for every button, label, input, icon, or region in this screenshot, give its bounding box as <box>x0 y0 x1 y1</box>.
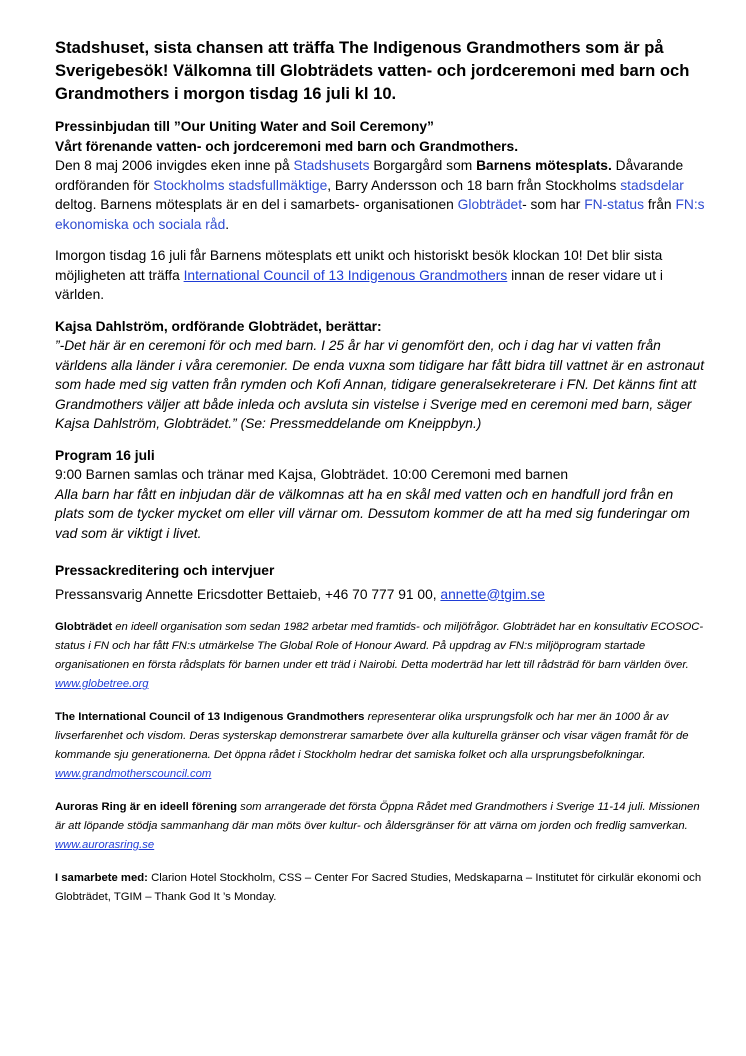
text: deltog. Barnens mötesplats är en del i samarbets- organisationen <box>55 197 458 212</box>
stadsfullmaktige-link[interactable]: Stockholms stadsfullmäktige <box>153 177 328 193</box>
aurorasring-link[interactable]: www.aurorasring.se <box>55 839 155 851</box>
auroras-name: Auroras Ring är en ideell förening <box>55 801 238 813</box>
text: , Barry Andersson och 18 barn från Stockholms <box>327 177 621 193</box>
stadsdelar-link[interactable]: stadsdelar <box>620 177 684 193</box>
program-section <box>55 446 705 544</box>
text: - som har <box>522 197 585 212</box>
about-auroras <box>55 798 705 855</box>
invite-section <box>55 117 705 234</box>
quote-section <box>55 317 705 434</box>
text: Dåvarande ordföranden för <box>55 158 684 193</box>
invite-title: Pressinbjudan till ”Our Uniting Water and Soil Ceremony” <box>55 119 434 134</box>
partners <box>55 869 705 907</box>
grandmotherscouncil-link[interactable]: www.grandmotherscouncil.com <box>55 768 212 780</box>
invite-subtitle: Vårt förenande vatten- och jordceremoni med barn och Grandmothers. <box>55 138 519 154</box>
council-name: The International Council of 13 Indigenous Grandmothers <box>55 711 365 723</box>
press-release-page <box>55 36 705 907</box>
fn-status-link[interactable]: FN-status <box>584 197 644 212</box>
text: innan de reser vidare ut i världen. <box>55 267 663 302</box>
partners-text: Clarion Hotel Stockholm, CSS – Center For Sacred Studies, Medskaparna – Institutet för cirkulär ekonomi och Globträdet, TGIM – Thank God It ’s Monday. <box>55 872 702 903</box>
globtradet-text: en ideell organisation som sedan 1982 arbetar med framtids- och miljöfrågor. Globträdet har en konsultativ ECOSOC-status i FN och har fått FN:s utmärkelse The Global Role of Honour Award. På uppdrag av FN:s miljöprogram startade organisationen en första rådsplats för barnen under ett träd i Nairobi. Detta moderträd har lett till rådsträd för barn världen över. <box>55 621 704 671</box>
about-council <box>55 708 705 784</box>
council-link[interactable]: International Council of 13 Indigenous Grandmothers <box>183 267 508 283</box>
press-contact <box>55 585 705 605</box>
text: från <box>643 197 676 212</box>
barnens-motesplats-text: Barnens mötesplats. <box>476 158 612 173</box>
text: Borgargård som <box>369 158 477 173</box>
tomorrow-paragraph <box>55 246 705 305</box>
council-text: representerar olika ursprungsfolk och har mer än 1000 år av livserfarenhet och visdom. Deras systerskap demonstrerar samarbete över alla kulturella gränser och visar vägen framåt för de kommande sju generationerna. Det öppna rådet i Stockholm hedrar det samiska folket och alla ursprungsbefolkningar. <box>55 711 689 761</box>
globetree-link[interactable]: www.globetree.org <box>55 678 149 690</box>
stadshusets-link[interactable]: Stadshusets <box>293 158 370 173</box>
globtradet-name: Globträdet <box>55 621 113 633</box>
text: Imorgon tisdag 16 juli får Barnens mötesplats ett unikt och historiskt besök klockan 10! Det blir sista möjligheten att träffa <box>55 248 663 283</box>
press-heading: Pressackreditering och intervjuer <box>55 563 275 578</box>
globtradet-link[interactable]: Globträdet <box>457 197 523 212</box>
about-globtradet <box>55 618 705 694</box>
text: Den 8 maj 2006 invigdes eken inne på <box>55 158 294 173</box>
program-schedule: 9:00 Barnen samlas och tränar med Kajsa, Globträdet. 10:00 Ceremoni med barnen <box>55 467 569 482</box>
partners-label: I samarbete med: <box>55 872 148 884</box>
program-heading: Program 16 juli <box>55 447 155 463</box>
auroras-text: som arrangerade det första Öppna Rådet med Grandmothers i Sverige 11-14 juli. Missionen är att löpande stödja sammanhang där man möts över kultur- och åldersgränser för att värna om jorden och fredlig samverkan. <box>55 801 700 832</box>
press-section <box>55 561 705 604</box>
email-link[interactable]: annette@tgim.se <box>440 586 545 602</box>
contact-text: Pressansvarig Annette Ericsdotter Bettaieb, +46 70 777 91 00, <box>55 586 441 602</box>
headline: Stadshuset, sista chansen att träffa The Indigenous Grandmothers som är på Sverigebesök! Välkomna till Globträdets vatten- och jordceremoni med barn och Grandmothers i morgon tisdag 16 juli kl 10. <box>55 38 690 103</box>
text: . <box>225 216 230 232</box>
quote-text: ”-Det här är en ceremoni för och med barn. I 25 år har vi genomfört den, och i dag har vi vatten från världens alla länder i våra ceremonier. De enda vuxna som tidigare har fått bidra till vattnet är en astronaut som hade med sig vatten från rymden och Kofi Annan, tidigare generalsekreterare i FN. Det känns fint att Grandmothers väljer att både inleda och avsluta sin vistelse i Sverige med en ceremoni med barn, säger Kajsa Dahlström, Globträdet.” (Se: Pressmeddelande om Kneippbyn.) <box>55 338 705 431</box>
fn-ecosoc-link[interactable]: FN:s ekonomiska och sociala råd <box>55 197 705 232</box>
invite-paragraph <box>55 156 705 234</box>
quote-heading: Kajsa Dahlström, ordförande Globträdet, berättar: <box>55 318 382 334</box>
program-description: Alla barn har fått en inbjudan där de välkomnas att ha en skål med vatten och en handfull jord från en plats som de tycker mycket om eller vill värnar om. Dessutom kommer de att ha med sig funderingar om vad som är viktigt i livet. <box>55 486 690 541</box>
